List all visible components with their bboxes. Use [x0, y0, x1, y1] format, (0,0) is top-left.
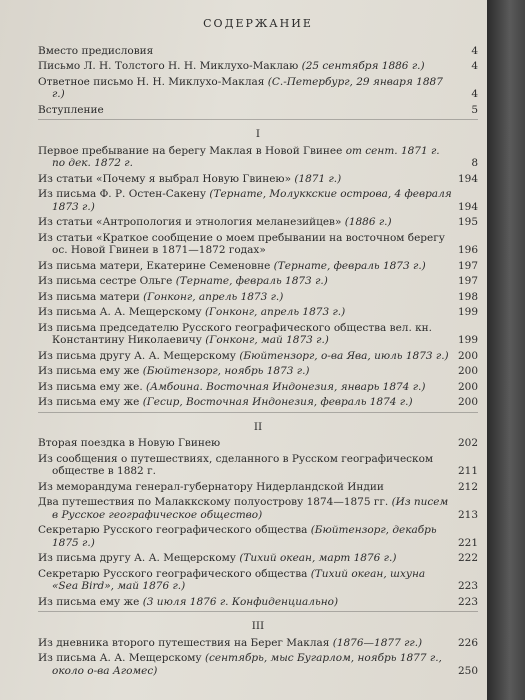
toc-entry: [38, 396, 478, 409]
toc-entry-page: 199: [457, 306, 478, 318]
toc-entry-text: Из письма ему же: [38, 595, 143, 608]
toc-entry-text: Из письма матери, Екатерине Семеновне: [38, 259, 274, 272]
toc-entry-text: Из письма сестре Ольге: [38, 275, 176, 287]
toc-entry: [38, 596, 478, 609]
toc-entry: [38, 104, 478, 117]
toc-section: [38, 119, 478, 409]
toc-entry-note: (Бюйтензорг, ноябрь 1873 г.): [142, 365, 310, 377]
toc-entry-note: (Гесир, Восточная Индонезия, февраль 1874 г.): [142, 396, 413, 408]
toc-entry-title: [38, 145, 452, 170]
toc-entry-page: 200: [457, 349, 478, 362]
toc-entry-text: Из статьи «Почему я выбрал Новую Гвинею»: [38, 172, 295, 185]
section-number: I: [255, 128, 261, 140]
toc-entry: [38, 652, 478, 677]
toc-entry-title: [38, 496, 452, 521]
toc-entry-title: [38, 322, 452, 347]
toc-entry-note: (1886 г.): [344, 216, 392, 228]
toc-entry: [38, 76, 478, 101]
toc-entry-text: Секретарю Русского географического общества: [38, 567, 311, 580]
toc-entry-text: Из письма ему же: [38, 365, 143, 377]
toc-entry: [38, 291, 478, 304]
toc-entry: [38, 60, 478, 73]
toc-entry-title: [38, 437, 452, 450]
toc-entry: [38, 145, 478, 170]
toc-entry-note: (сентябрь, мыс Бугарлом, ноябрь 1877 г., около о-ва Агомес): [52, 652, 442, 677]
toc-entry-note: (С.-Петербург, 29 января 1887 г.): [52, 75, 443, 100]
toc-entry-text: Вместо предисловия: [38, 44, 154, 57]
toc-entry-page: 199: [457, 334, 478, 346]
toc-entry-note: (Гонконг, май 1873 г.): [205, 334, 329, 346]
toc-entry-text: Из письма А. А. Мещерскому: [38, 652, 205, 664]
toc-entry-text: Из письма матери: [38, 290, 144, 303]
toc-entry-title: [38, 60, 452, 73]
toc-entry-page: 222: [457, 552, 478, 564]
toc-entry-title: [38, 232, 452, 257]
toc-entry-page: 5: [471, 103, 478, 116]
toc-entry-title: [38, 524, 452, 549]
toc-entry-page: 211: [457, 465, 478, 477]
toc-entry-note: (Бюйтензорг, декабрь 1875 г.): [52, 524, 437, 549]
toc-entry-note: (25 сентября 1886 г.): [301, 60, 425, 72]
toc-entry-title: [38, 275, 452, 288]
toc-section: [38, 611, 478, 677]
toc-entry-note: (1876—1877 гг.): [332, 636, 423, 649]
toc-entry-title: [38, 652, 452, 677]
toc-entry-title: [38, 76, 452, 101]
toc-entry-title: [38, 453, 452, 478]
toc-entry: [38, 481, 478, 494]
toc-entry-title: [38, 596, 452, 609]
toc-entry: [38, 173, 478, 186]
toc-entry-page: 195: [457, 216, 478, 228]
toc-entry-note: (Из писем в Русское географическое общество): [52, 496, 449, 521]
toc-entry: [38, 232, 478, 257]
toc-entry-title: [38, 306, 452, 319]
toc-entry-page: 198: [457, 290, 478, 303]
toc-entry-text: Из дневника второго путешествия на Берег Маклая: [38, 636, 333, 649]
toc-entry-note: (Тернате, февраль 1873 г.): [175, 275, 328, 287]
toc-entry-text: Первое пребывание на берегу Маклая в Новой Гвинее: [38, 144, 346, 157]
toc-entry-title: [38, 260, 452, 273]
toc-entry-note: (Тихий океан, шхуна «Sea Bird», май 1876 г.): [52, 567, 426, 592]
toc-entry-text: Из письма другу А. А. Мещерскому: [38, 349, 240, 362]
toc-entry-page: 202: [457, 437, 478, 449]
toc-entry: [38, 275, 478, 288]
toc-entry-page: 200: [457, 396, 478, 408]
toc-entry-page: 200: [457, 365, 478, 377]
toc-section: [38, 412, 478, 609]
toc-entry-page: 4: [471, 88, 478, 100]
intro-entries: [38, 45, 478, 117]
toc-entry-title: [38, 188, 452, 213]
toc-entry-note: (Бюйтензорг, о-ва Ява, июль 1873 г.): [239, 349, 449, 362]
toc-entry-page: 200: [457, 380, 478, 393]
toc-entry-title: [38, 216, 452, 229]
toc-entry-title: [38, 350, 452, 363]
toc-entry-page: 196: [457, 244, 478, 256]
section-number: II: [253, 420, 263, 433]
toc-entry-note: (1871 г.): [294, 172, 342, 185]
toc-entry: [38, 524, 478, 549]
toc-entry-title: [38, 173, 452, 186]
toc-entry: [38, 365, 478, 378]
toc-entry-text: Из письма Ф. Р. Остен-Сакену: [38, 188, 210, 200]
toc-entry-text: Из письма А. А. Мещерскому: [38, 306, 205, 318]
toc-entry-text: Из письма ему же.: [38, 380, 147, 393]
toc-entry-text: Письмо Л. Н. Толстого Н. Н. Миклухо-Маклаю: [38, 60, 302, 72]
toc-entry-page: 226: [457, 636, 478, 649]
toc-entry-page: 221: [457, 536, 478, 549]
toc-entry-text: Из письма председателю Русского географического общества вел. кн. Константину Николаевичу: [38, 321, 433, 346]
toc-entry-text: Из статьи «Антропология и этнология меланезийцев»: [38, 216, 345, 228]
toc-entry: [38, 568, 478, 593]
toc-entry-text: Вторая поездка в Новую Гвинею: [38, 437, 221, 449]
toc-entry: [38, 45, 478, 58]
toc-sections: [38, 119, 478, 677]
toc-entry-text: Ответное письмо Н. Н. Миклухо-Маклая: [38, 75, 268, 88]
toc-entry-title: [38, 381, 452, 394]
toc-entry-text: Из письма другу А. А. Мещерскому: [38, 552, 240, 564]
toc-entry-note: (Гонконг, апрель 1873 г.): [143, 290, 284, 303]
toc-entry-page: 212: [457, 480, 478, 493]
toc-entry: [38, 260, 478, 273]
book-edge: [487, 0, 525, 700]
toc-entry: [38, 453, 478, 478]
toc-entry: [38, 552, 478, 565]
toc-entry-title: [38, 45, 452, 58]
toc-entry-title: [38, 104, 452, 117]
toc-entry-page: 213: [457, 508, 478, 521]
toc-entry-note: (Тернате, Молуккские острова, 4 февраля 1873 г.): [52, 188, 452, 213]
toc-entry-text: Из сообщения о путешествиях, сделанного в Русском географическом обществе в 1882 г.: [38, 452, 434, 477]
toc-entry-page: 4: [471, 44, 478, 57]
toc-entry-page: 194: [457, 200, 478, 213]
section-number: III: [251, 620, 265, 632]
toc-entry-page: 223: [457, 580, 478, 592]
toc-entry-page: 223: [457, 595, 478, 608]
toc-entry-note: (Тихий океан, март 1876 г.): [239, 552, 397, 564]
toc-entry-title: [38, 365, 452, 378]
toc-entry: [38, 216, 478, 229]
toc-entry-note: от сент. 1871 г. по дек. 1872 г.: [52, 144, 440, 169]
toc-entry-title: [38, 481, 452, 494]
toc-entry-title: [38, 396, 452, 409]
toc-entry: [38, 496, 478, 521]
toc-entry-title: [38, 552, 452, 565]
toc-entry: [38, 350, 478, 363]
toc-entry-text: Из письма ему же: [38, 396, 143, 408]
toc-entry-text: Два путешествия по Малаккскому полуострову 1874—1875 гг.: [38, 496, 392, 508]
toc-entry-text: Секретарю Русского географического общества: [38, 524, 311, 536]
toc-entry: [38, 306, 478, 319]
toc-entry: [38, 437, 478, 450]
toc-entry-page: 197: [457, 259, 478, 272]
toc-entry: [38, 188, 478, 213]
toc-entry-note: (Тернате, февраль 1873 г.): [273, 259, 426, 272]
page-title: СОДЕРЖАНИЕ: [203, 17, 313, 30]
toc-entry-note: (3 июля 1876 г. Конфиденциально): [142, 595, 339, 608]
toc-entry-text: Вступление: [38, 103, 104, 116]
toc-entry-text: Из статьи «Краткое сообщение о моем пребывании на восточном берегу ос. Новой Гвинеи в 1871—1872 годах»: [38, 231, 445, 256]
toc-entry-page: 8: [471, 157, 478, 169]
toc-entry: [38, 637, 478, 650]
toc-entry-title: [38, 637, 452, 650]
toc-entry: [38, 322, 478, 347]
toc-entry-page: 197: [457, 275, 478, 287]
toc-entry-page: 4: [471, 60, 478, 72]
toc-entry-note: (Гонконг, апрель 1873 г.): [204, 306, 346, 318]
table-of-contents: [38, 18, 478, 680]
toc-entry-text: Из меморандума генерал-губернатору Нидерландской Индии: [38, 480, 384, 493]
toc-entry-title: [38, 291, 452, 304]
toc-entry-page: 250: [457, 664, 478, 677]
toc-entry-title: [38, 568, 452, 593]
toc-entry: [38, 381, 478, 394]
toc-entry-note: (Амбоина. Восточная Индонезия, январь 1874 г.): [146, 380, 426, 393]
toc-entry-page: 194: [457, 172, 478, 185]
